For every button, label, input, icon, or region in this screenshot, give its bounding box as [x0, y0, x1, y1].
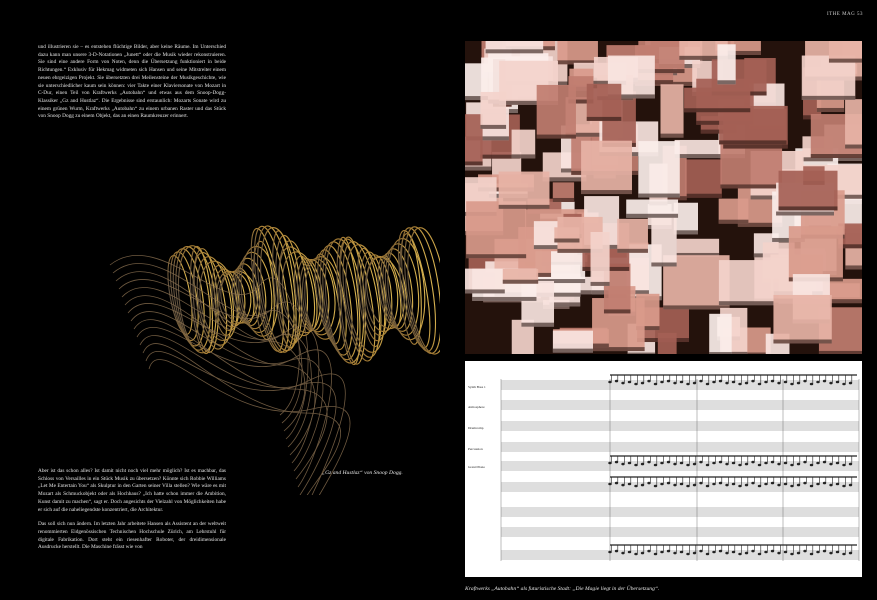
note-head — [641, 463, 644, 465]
note-head — [804, 380, 807, 382]
note-head — [830, 463, 833, 465]
note-head — [752, 482, 755, 484]
note-head — [823, 550, 826, 552]
note-head — [687, 383, 690, 385]
snoop-dogg-sculpture-image — [100, 195, 440, 495]
note-head — [654, 485, 657, 487]
city-block-shadow — [617, 249, 648, 253]
note-head — [784, 483, 787, 485]
city-block — [660, 84, 683, 137]
note-head — [765, 483, 768, 485]
note-head — [823, 482, 826, 484]
note-head — [732, 462, 735, 464]
city-block-shadow — [674, 230, 698, 234]
note-head — [823, 461, 826, 463]
note-head — [680, 551, 683, 553]
city-block — [638, 141, 679, 197]
note-head — [713, 381, 716, 383]
note-head — [732, 381, 735, 383]
note-head — [778, 463, 781, 465]
note-head — [609, 483, 612, 485]
kraftwerk-autobahn-city-image — [465, 41, 862, 354]
note-head — [745, 552, 748, 554]
note-head — [849, 382, 852, 384]
note-head — [830, 552, 833, 554]
city-block-shadow — [845, 145, 862, 149]
note-head — [726, 552, 729, 554]
note-head — [791, 553, 794, 555]
note-head — [635, 383, 638, 385]
note-head — [713, 551, 716, 553]
note-head — [797, 552, 800, 554]
note-head — [830, 484, 833, 486]
paragraph: Das soll sich nun ändern. Im letzten Jahr arbeitete Hansen als Assistent an der weltweit renommierten Eidgenössischen Technischen Hochschule Zürich, am Lehrstuhl für digitale Fabrikation. Dort steht ein riesenhafter Roboter, der dreidimensionale Ausdrucke herstellt. Die Maschine frässt wie von — [38, 521, 226, 551]
note-head — [732, 483, 735, 485]
note-head — [817, 551, 820, 553]
note-head — [810, 383, 813, 385]
note-head — [752, 550, 755, 552]
city-block — [466, 201, 526, 258]
city-block-shadow — [817, 108, 844, 112]
note-head — [674, 382, 677, 384]
note-head — [843, 383, 846, 385]
city-block-shadow — [472, 297, 536, 301]
note-head — [817, 483, 820, 485]
note-head — [778, 484, 781, 486]
note-head — [771, 461, 774, 463]
note-head — [817, 462, 820, 464]
note-head — [849, 463, 852, 465]
city-block-shadow — [521, 323, 554, 327]
city-block — [537, 85, 576, 139]
city-block-shadow — [719, 140, 786, 144]
note-head — [791, 383, 794, 385]
note-head — [680, 381, 683, 383]
note-head — [622, 382, 625, 384]
note-head — [654, 553, 657, 555]
city-block-shadow — [776, 212, 834, 216]
note-head — [615, 461, 618, 463]
paragraph: Aber ist das schon alles? Ist damit nicht noch viel mehr möglich? Ist es machbar, das Schloss von Versailles in ein Stück Musik zu übersetzen? Könnte sich Robbie Williams „Let Me Entertain You“ als Skulptur in den Garten seiner Villa stellen? Wie wäre es mit Mozart als Schmuckobjekt oder als Hochhaus? „Ich hatte schon immer die Ambition, Kunst damit zu machen“, sagt er. Doch angesichts der Vielzahl von Möglichkeiten habe er sich auf die naheliegendste konzentriert, die Architektur. — [38, 468, 226, 513]
staff-label: Drumcomp — [468, 426, 484, 430]
note-head — [609, 462, 612, 464]
city-block-shadow — [604, 309, 631, 313]
note-head — [641, 552, 644, 554]
staff-label: Percussion — [468, 447, 483, 451]
city-block-shadow — [651, 262, 676, 266]
note-head — [810, 485, 813, 487]
city-block — [512, 130, 536, 159]
city-block — [534, 221, 558, 249]
note-head — [706, 485, 709, 487]
note-head — [758, 553, 761, 555]
city-block-shadow — [587, 117, 622, 121]
note-head — [771, 380, 774, 382]
note-head — [765, 462, 768, 464]
note-head — [804, 482, 807, 484]
note-head — [836, 381, 839, 383]
note-head — [674, 484, 677, 486]
note-head — [771, 482, 774, 484]
city-block-shadow — [709, 352, 731, 354]
city-block-shadow — [802, 96, 856, 100]
note-head — [758, 464, 761, 466]
city-block — [465, 114, 483, 165]
staff-label: Synth Bass 1 — [468, 385, 486, 389]
city-block — [651, 212, 676, 267]
note-head — [635, 464, 638, 466]
note-head — [752, 461, 755, 463]
note-head — [726, 382, 729, 384]
city-block — [720, 142, 782, 189]
city-block-shadow — [554, 238, 579, 242]
note-head — [836, 483, 839, 485]
note-head — [784, 462, 787, 464]
note-head — [661, 483, 664, 485]
city-block-shadow — [720, 184, 782, 188]
note-head — [797, 463, 800, 465]
city-block-shadow — [819, 351, 862, 354]
city-block-shadow — [503, 280, 538, 284]
note-head — [628, 462, 631, 464]
note-head — [849, 484, 852, 486]
note-head — [674, 552, 677, 554]
city-block — [717, 44, 735, 84]
note-head — [784, 551, 787, 553]
note-head — [804, 461, 807, 463]
note-head — [797, 484, 800, 486]
note-head — [745, 463, 748, 465]
note-head — [635, 485, 638, 487]
city-block-shadow — [592, 347, 645, 351]
note-head — [661, 551, 664, 553]
caption-kraftwerk: Kraftwerks „Autobahn“ als futuristische Stadt: „Die Magie liegt in der Übersetzung“. — [465, 586, 660, 592]
city-block-shadow — [512, 154, 536, 158]
note-head — [726, 484, 729, 486]
note-head — [635, 553, 638, 555]
city-block — [709, 314, 731, 354]
city-block — [480, 92, 506, 129]
music-score-image — [465, 361, 862, 577]
note-head — [654, 464, 657, 466]
note-head — [823, 380, 826, 382]
city-block-shadow — [466, 254, 526, 258]
paragraph: und illustrieren sie – es entstehen flüchtige Bilder, aber keine Räume. Im Unterschied dazu kann man unsere 3-D-Notationen „Junett“ oder die Musik wieder rekonstruieren. Sie sind eine andere Form von Noten, denn die Übersetzung funktioniert in beide Richtungen.“ Exklusiv für Hekmag widmeten sich Hansen und seine Mitstreiter einem neuen ehrgeizigen Projekt. Sie übersetzten drei Meilensteine der Musikgeschichte, wie sie unterschiedlicher kaum sein können: vier Takte einer Klaviersonate von Mozart in C-Dur, einen Teil von Kraftwerks „Autobahn“ und etwas aus dem Snoop-Dogg-Klassiker „Gz and Hustlaz“. Die Ergebnisse sind erstaunlich: Mozarts Sonate wird zu einem grünen Wurm, Kraftwerks „Autobahn“ zu einem urbanen Raster und das Stück von Snoop Dogg zu einem Objekt, das an einen Raumkreuzer erinnert. — [38, 44, 226, 120]
city-block — [581, 141, 632, 194]
note-head — [687, 485, 690, 487]
city-block-shadow — [660, 134, 683, 138]
note-head — [674, 463, 677, 465]
note-head — [843, 485, 846, 487]
note-head — [791, 485, 794, 487]
city-block-shadow — [465, 289, 505, 293]
city-block-shadow — [684, 108, 750, 112]
city-block-shadow — [591, 282, 610, 286]
city-block-shadow — [685, 194, 722, 198]
note-head — [700, 550, 703, 552]
note-head — [661, 381, 664, 383]
city-block-shadow — [719, 220, 749, 224]
note-head — [641, 382, 644, 384]
note-head — [700, 380, 703, 382]
note-head — [836, 462, 839, 464]
note-head — [706, 383, 709, 385]
city-block-shadow — [553, 198, 574, 202]
note-head — [771, 550, 774, 552]
city-block-shadow — [779, 206, 838, 210]
note-head — [804, 550, 807, 552]
city-block-shadow — [465, 167, 491, 171]
city-block-shadow — [499, 205, 550, 209]
note-head — [843, 464, 846, 466]
ring-shape — [315, 244, 358, 357]
note-head — [622, 552, 625, 554]
note-head — [849, 552, 852, 554]
note-head — [726, 463, 729, 465]
note-head — [693, 552, 696, 554]
note-head — [778, 552, 781, 554]
note-head — [739, 553, 742, 555]
note-head — [739, 464, 742, 466]
city-block — [617, 219, 648, 253]
city-block-shadow — [537, 135, 576, 139]
city-block-shadow — [829, 59, 862, 63]
city-block-shadow — [486, 49, 544, 53]
city-block-shadow — [628, 353, 655, 354]
note-head — [615, 380, 618, 382]
city-block — [789, 226, 843, 281]
note-head — [622, 463, 625, 465]
note-head — [615, 482, 618, 484]
note-head — [719, 461, 722, 463]
note-head — [667, 461, 670, 463]
note-head — [765, 551, 768, 553]
note-head — [609, 381, 612, 383]
city-block — [685, 159, 722, 197]
ring-shape — [297, 258, 332, 333]
city-block-shadow — [717, 80, 735, 84]
article-column-top — [38, 44, 226, 128]
note-head — [648, 550, 651, 552]
note-head — [700, 482, 703, 484]
city-block — [779, 171, 838, 211]
note-head — [615, 550, 618, 552]
note-head — [810, 464, 813, 466]
city-block — [658, 333, 677, 354]
note-head — [745, 484, 748, 486]
note-head — [680, 462, 683, 464]
note-head — [719, 380, 722, 382]
note-head — [739, 485, 742, 487]
page-number: ITHE MAG 53 — [826, 12, 863, 17]
note-head — [713, 483, 716, 485]
note-head — [609, 551, 612, 553]
note-head — [758, 383, 761, 385]
city-block-shadow — [638, 194, 679, 198]
city-block — [719, 109, 786, 145]
note-head — [810, 553, 813, 555]
note-head — [713, 462, 716, 464]
note-head — [706, 464, 709, 466]
note-head — [661, 462, 664, 464]
note-head — [693, 382, 696, 384]
city-block-shadow — [663, 305, 729, 309]
city-block-shadow — [626, 214, 678, 218]
city-block — [499, 172, 550, 209]
city-block-shadow — [534, 245, 558, 249]
city-block — [719, 260, 774, 305]
note-head — [758, 485, 761, 487]
note-head — [830, 382, 833, 384]
note-head — [700, 461, 703, 463]
note-head — [667, 380, 670, 382]
city-block — [773, 295, 831, 344]
note-head — [778, 382, 781, 384]
city-block-shadow — [811, 154, 862, 158]
city-block-shadow — [723, 145, 788, 149]
note-head — [784, 381, 787, 383]
city-block — [845, 99, 862, 148]
note-head — [648, 461, 651, 463]
note-head — [719, 482, 722, 484]
note-head — [843, 553, 846, 555]
note-head — [687, 464, 690, 466]
note-head — [836, 551, 839, 553]
city-block-shadow — [675, 154, 725, 158]
note-head — [693, 463, 696, 465]
note-head — [732, 551, 735, 553]
note-head — [622, 484, 625, 486]
note-head — [752, 380, 755, 382]
city-block-shadow — [553, 349, 593, 353]
city-block-shadow — [719, 301, 774, 305]
article-column-bottom — [38, 468, 226, 559]
note-head — [791, 464, 794, 466]
note-head — [641, 484, 644, 486]
note-head — [680, 483, 683, 485]
note-head — [739, 383, 742, 385]
city-block — [587, 84, 622, 121]
note-head — [628, 381, 631, 383]
note-head — [687, 553, 690, 555]
city-block — [591, 232, 610, 286]
note-head — [797, 382, 800, 384]
note-head — [667, 482, 670, 484]
note-head — [745, 382, 748, 384]
note-head — [648, 482, 651, 484]
note-head — [628, 483, 631, 485]
city-block-shadow — [465, 161, 483, 165]
staff-label: Atmosphere — [468, 405, 485, 409]
note-head — [817, 381, 820, 383]
city-block-shadow — [845, 265, 862, 269]
caption-snoop-dogg: „Gz and Hustlaz“ von Snoop Dogg. — [322, 470, 403, 476]
note-head — [706, 553, 709, 555]
city-block-shadow — [773, 339, 831, 343]
note-head — [765, 381, 768, 383]
note-head — [648, 380, 651, 382]
note-head — [693, 484, 696, 486]
note-head — [719, 550, 722, 552]
note-head — [628, 551, 631, 553]
note-head — [667, 550, 670, 552]
note-head — [654, 383, 657, 385]
city-block-shadow — [480, 125, 506, 129]
city-block-shadow — [581, 190, 632, 194]
staff-label: Grand Piano — [468, 465, 486, 469]
